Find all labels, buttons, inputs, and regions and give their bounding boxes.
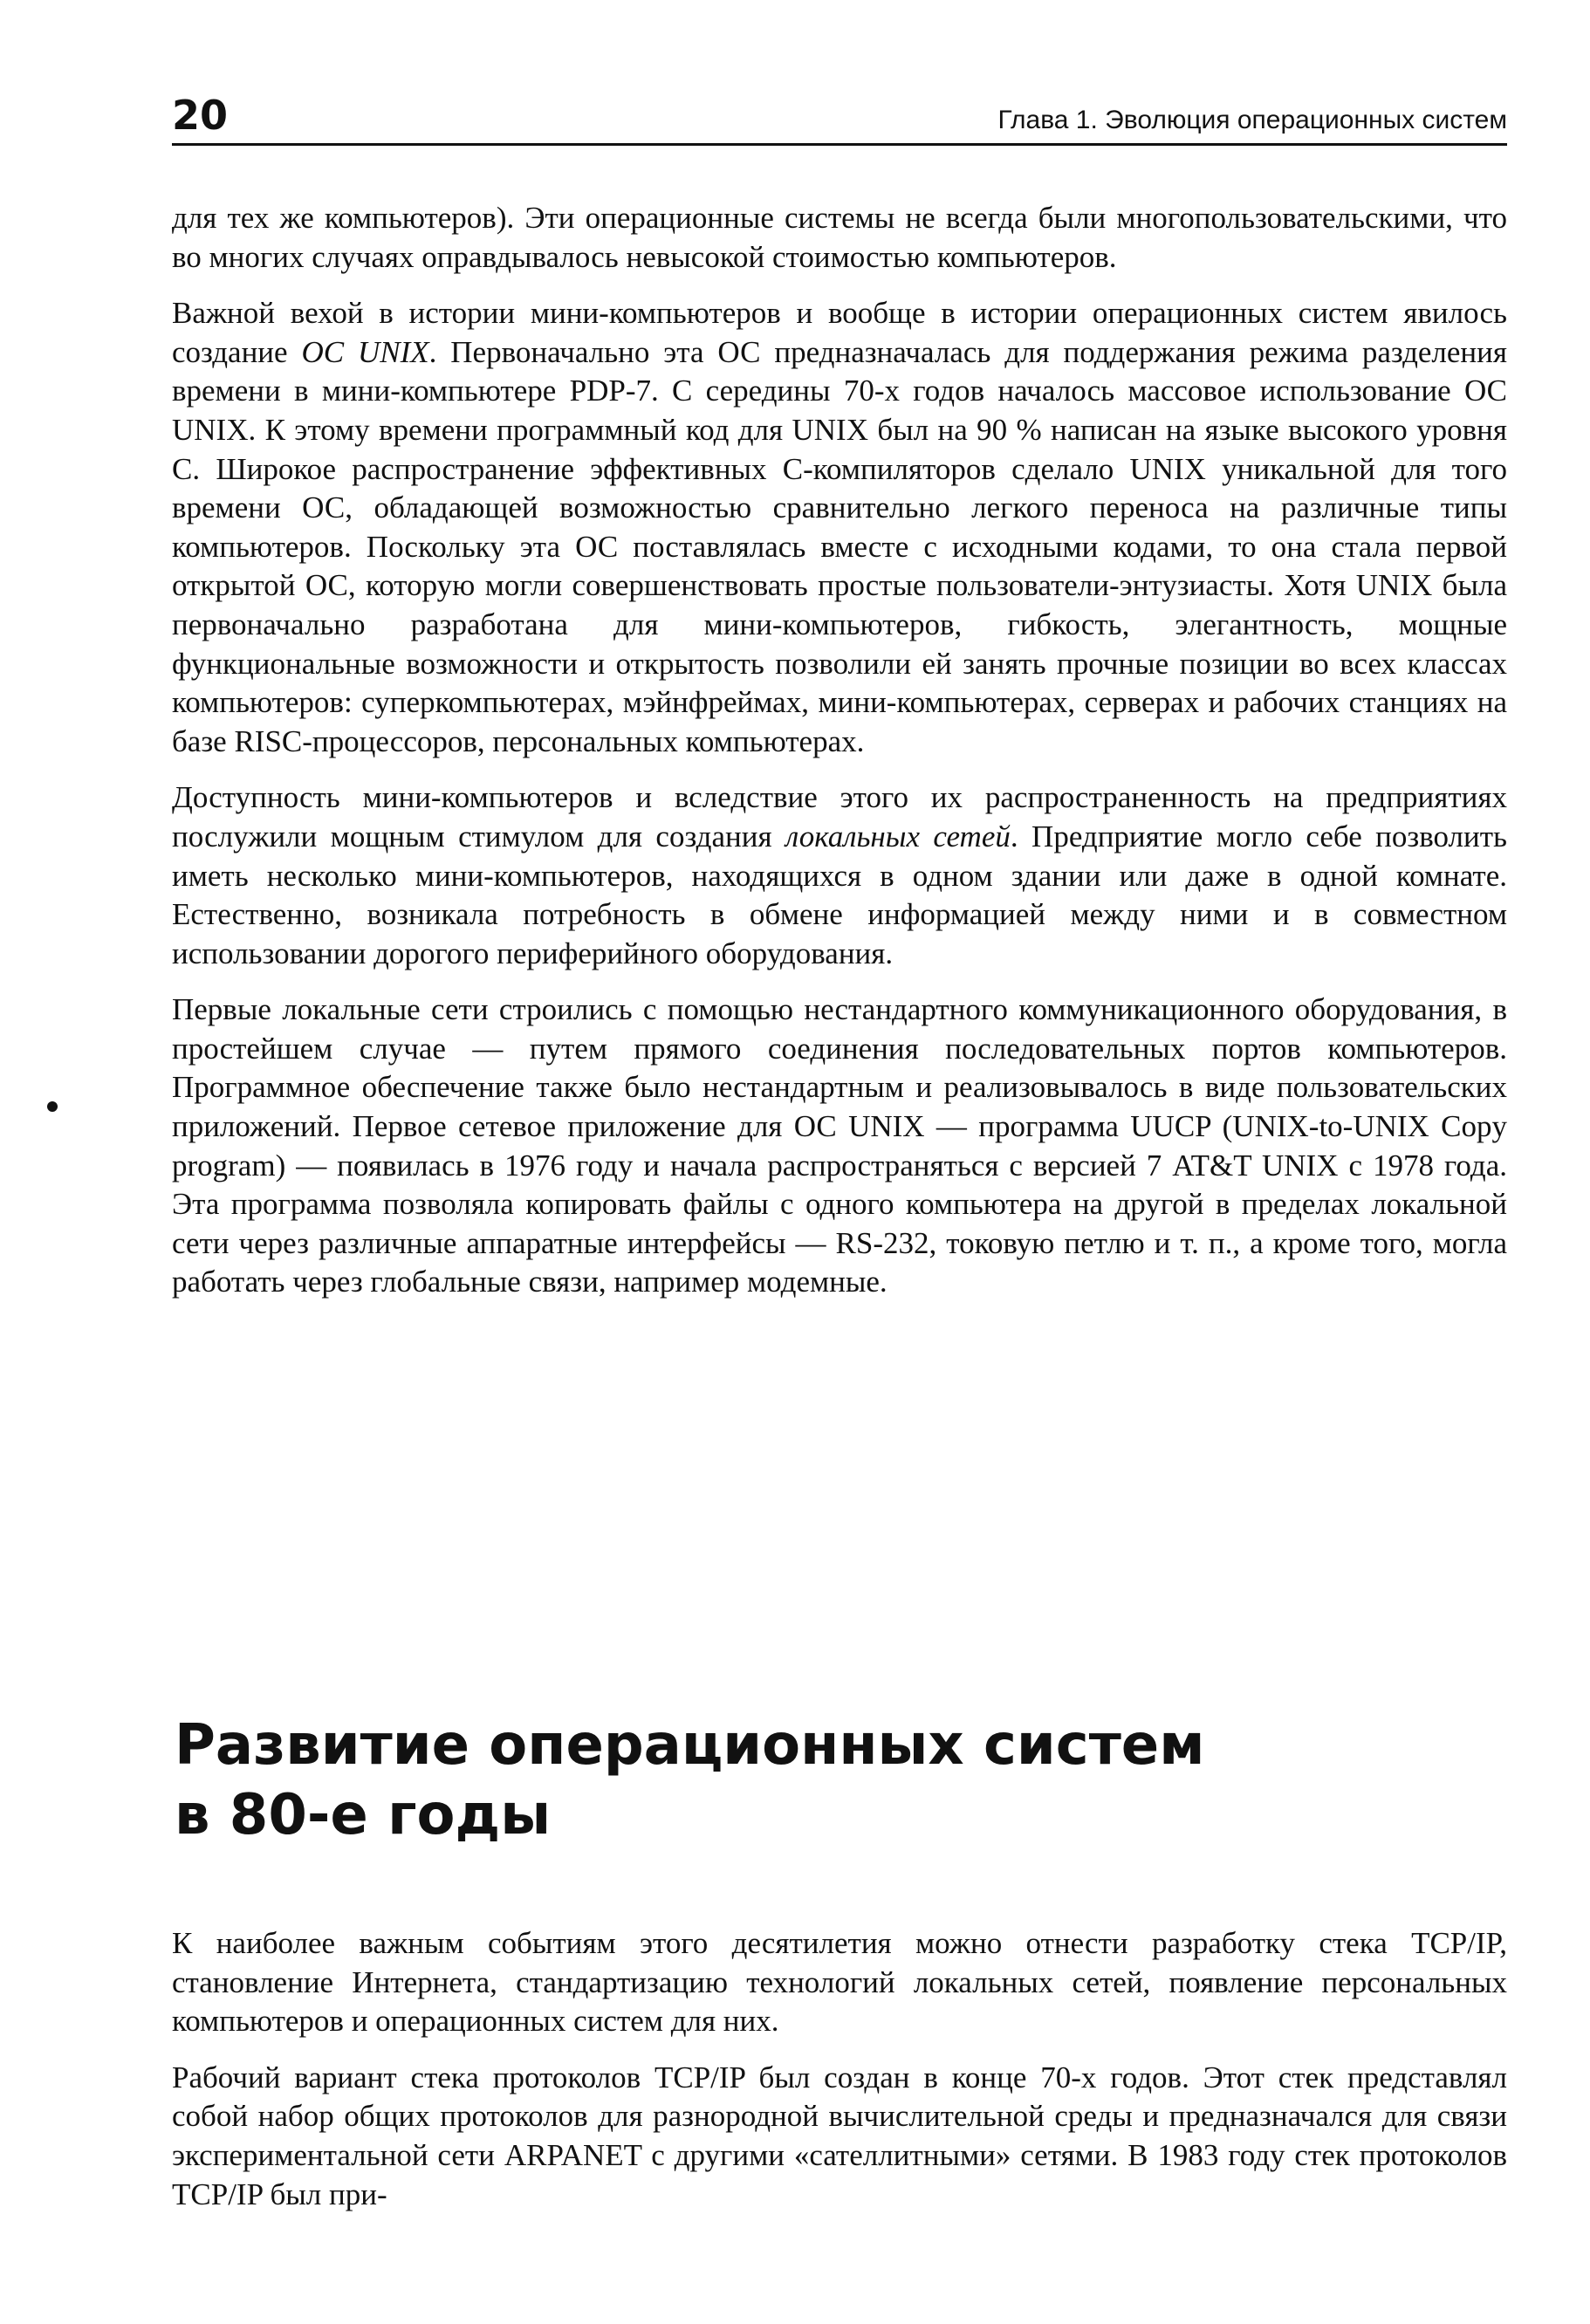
paragraph: К наиболее важным событиям этого десятилетия можно отнести разработку стека TCP/IP, становление Интернета, стандартизацию технологий локальных сетей, появление персональных компьютеров и операционных систем для них.: [172, 1926, 1507, 2039]
page-number: 20: [172, 92, 229, 139]
body-text: [172, 199, 1507, 1320]
margin-dot: [47, 1101, 58, 1112]
section-body-text: [172, 1924, 1507, 2231]
section-heading: [175, 1710, 1510, 1850]
section-heading-line: в 80-е годы: [175, 1783, 552, 1848]
paragraph: Рабочий вариант стека протоколов TCP/IP был создан в конце 70-х годов. Этот стек представлял собой набор общих протоколов для разнородной вычислительной среды и предназначался для связи экспериментальной сети ARPANET с другими «сателлитными» сетями. В 1983 году стек протоколов TCP/IP был при-: [172, 2060, 1507, 2211]
paragraph-text: Доступность мини-компьютеров и вследствие этого их распространенность на предприятиях послужили мощным стимулом для создания: [172, 780, 1507, 854]
emphasis-term: локальных сетей: [785, 819, 1011, 854]
running-head: Глава 1. Эволюция операционных систем: [997, 106, 1507, 134]
paragraph-text: . Предприятие могло себе позволить иметь несколько мини-компьютеров, находящихся в одном здании или даже в одной комнате. Естественно, возникала потребность в обмене информацией между ними и в совместном использовании дорогого периферийного оборудования.: [172, 819, 1508, 970]
paragraph: для тех же компьютеров). Эти операционные системы не всегда были многопользовательскими, что во многих случаях оправдывалось невысокой стоимостью компьютеров.: [172, 201, 1507, 274]
section-heading-line: Развитие операционных систем: [175, 1713, 1205, 1778]
paragraph-text: Важной вехой в истории мини-компьютеров и вообще в истории операционных систем явилось создание: [172, 296, 1507, 369]
emphasis-term: ОС UNIX: [301, 334, 429, 369]
paragraph: [172, 294, 1507, 761]
page-header: [172, 87, 1507, 146]
paragraph: [172, 778, 1507, 973]
paragraph: Первые локальные сети строились с помощью нестандартного коммуникационного оборудования, в простейшем случае — путем прямого соединения последовательных портов компьютеров. Программное обеспечение также было нестандартным и реализовывалось в виде пользовательских приложений. Первое сетевое приложение для ОС UNIX — программа UUCP (UNIX-to-UNIX Copy program) — появилась в 1976 году и начала распространяться с версией 7 AT&T UNIX с 1978 года. Эта программа позволяла копировать файлы с одного компьютера на другой в пределах локальной сети через различные аппаратные интерфейсы — RS-232, токовую петлю и т. п., а кроме того, могла работать через глобальные связи, например модемные.: [172, 992, 1507, 1299]
paragraph-text: . Первоначально эта ОС предназначалась для поддержания режима разделения времени в мини-компьютере PDP-7. С середины 70-х годов началось массовое использование ОС UNIX. К этому времени программный код для UNIX был на 90 % написан на языке высокого уровня С. Широкое распространение эффективных С-компиляторов сделало UNIX уникальной для того времени ОС, обладающей возможностью сравнительно легкого переноса на различные типы компьютеров. Поскольку эта ОС поставлялась вместе с исходными кодами, то она стала первой открытой ОС, которую могли совершенствовать простые пользователи-энтузиасты. Хотя UNIX была первоначально разработана для мини-компьютеров, гибкость, элегантность, мощные функциональные возможности и открытость позволили ей занять прочные позиции во всех классах компьютеров: суперкомпьютерах, мэйнфреймах, мини-компьютерах, серверах и рабочих станциях на базе RISC-процессоров, персональных компьютерах.: [172, 334, 1507, 758]
